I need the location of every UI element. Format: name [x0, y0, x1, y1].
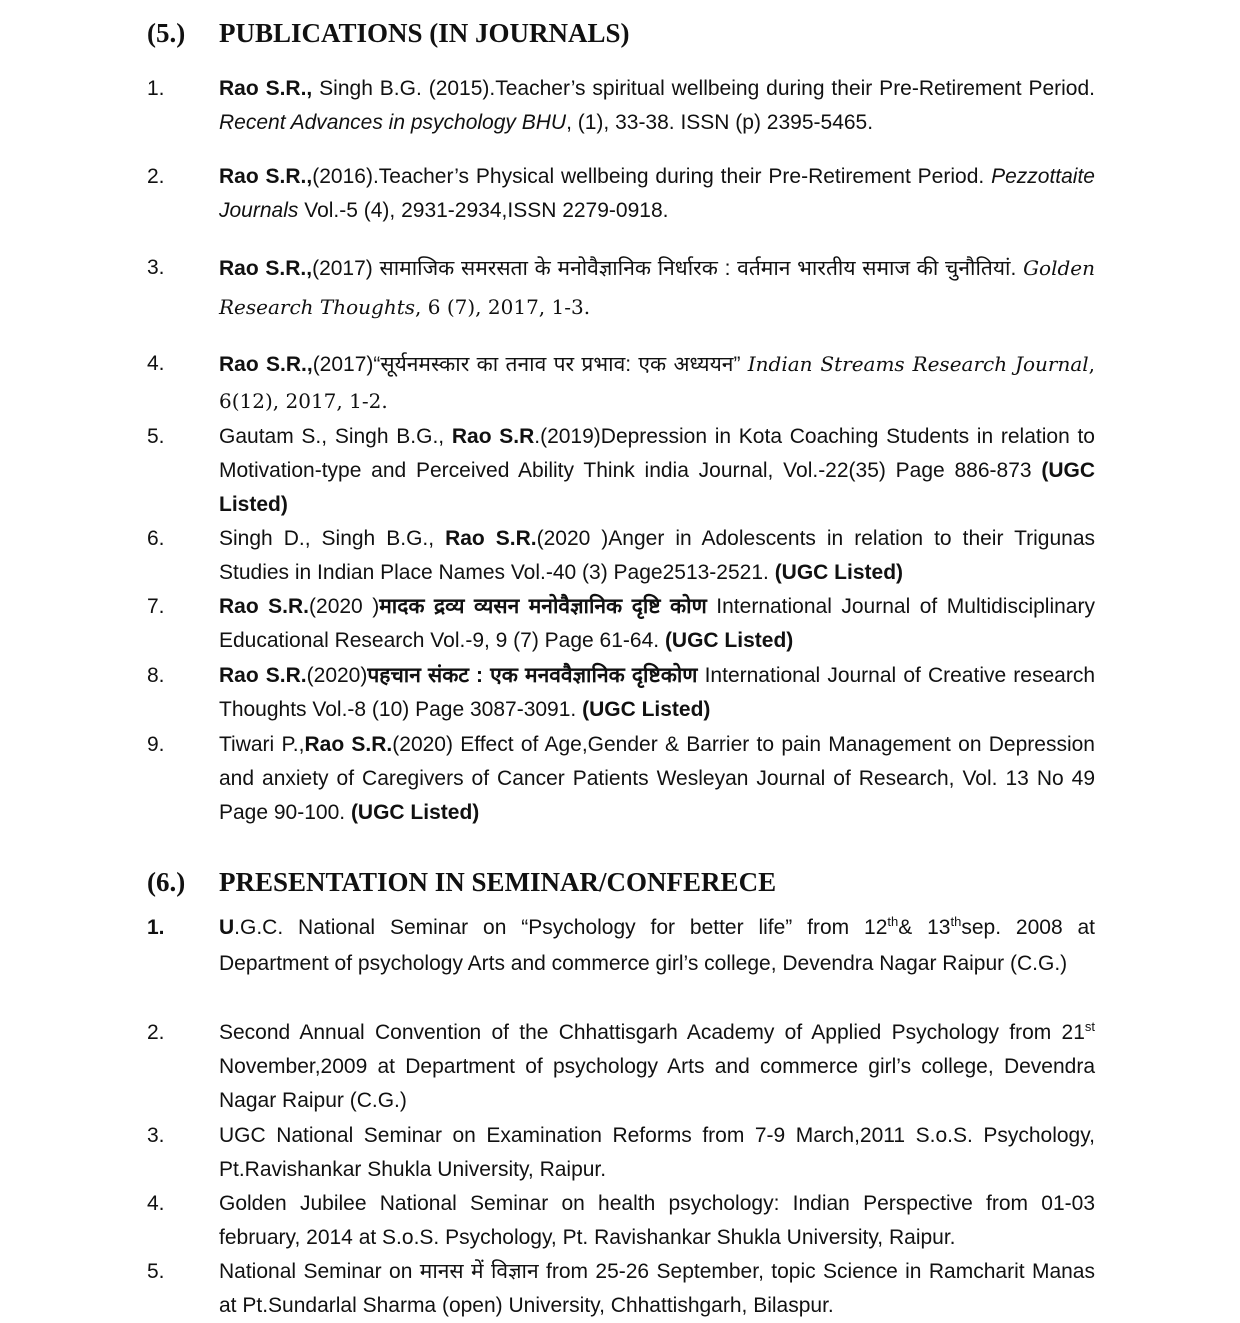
ordinal-suffix: th: [950, 914, 962, 929]
hindi-title: पहचान संकट : एक मनववैज्ञानिक दृष्टिकोण: [367, 664, 698, 687]
item-number: 3.: [147, 1124, 165, 1147]
citation-text: International Journal of Creative research Thoughts Vol.-8 (10) Page 3087-3091.: [219, 664, 1095, 721]
seminar-venue: sep. 2008 at Department of psychology Arts and commerce girl’s college, Devendra Nagar Raipur (C.G.): [219, 916, 1096, 975]
author-name: Rao S.R.,: [219, 257, 313, 280]
item-text: [219, 249, 1095, 327]
seminar-text: .G.C. National Seminar on “Psychology for better life” from 12: [234, 916, 888, 939]
ordinal-suffix: st: [1084, 1019, 1095, 1034]
publication-item-7: [147, 590, 1095, 658]
seminar-text: Second Annual Convention of the Chhattisgarh Academy of Applied Psychology from 21: [219, 1021, 1085, 1044]
citation-text: (2017) सामाजिक समरसता के मनोवैज्ञानिक निर्धारक : वर्तमान भारतीय समाज की चुनौतियां.: [312, 257, 1024, 280]
journal-name: Golden Research Thoughts: [219, 256, 1095, 319]
journal-name: Pezzottaite Journals: [219, 165, 1095, 222]
item-number: 8.: [147, 664, 165, 687]
citation-details: , 6 (7), 2017, 1-3.: [415, 295, 591, 319]
author-name: Rao S.R.,: [219, 165, 313, 188]
author-name: Rao S.R.,: [219, 353, 313, 376]
publication-item-6: [147, 522, 1095, 590]
item-text: [219, 910, 1095, 982]
publication-item-5: [147, 420, 1095, 522]
section-number: (6.): [147, 867, 186, 897]
co-authors: Tiwari P.,: [219, 733, 305, 756]
presentation-item-3: [147, 1119, 1095, 1187]
presentation-item-5: [147, 1255, 1095, 1323]
citation-details: , 6(12), 2017, 1-2.: [219, 352, 1096, 413]
item-number: 1.: [147, 916, 165, 939]
ugc-listed-tag: (UGC Listed): [350, 801, 480, 824]
item-number: 2.: [147, 165, 165, 188]
presentation-item-4: [147, 1187, 1095, 1255]
citation-text: .(2019)Depression in Kota Coaching Students in relation to Motivation-type and Perceived Ability Think india Journal, Vol.-22(35) Page 886-873: [219, 425, 1095, 482]
citation-text: Singh B.G. (2015).Teacher’s spiritual wellbeing during their Pre-Retirement Period.: [312, 77, 1096, 100]
author-name: Rao S.R: [451, 425, 535, 448]
section-title: PUBLICATIONS (IN JOURNALS): [219, 18, 630, 48]
item-text: [219, 72, 1095, 140]
ugc-listed-tag: (UGC Listed): [664, 629, 794, 652]
item-text: Golden Jubilee National Seminar on health psychology: Indian Perspective from 01-03 february, 2014 at S.o.S. Psychology, Pt. Ravishankar Shukla University, Raipur.: [219, 1192, 1095, 1249]
journal-name: Indian Streams Research Journal: [747, 352, 1089, 376]
ugc-listed-tag: (UGC Listed): [219, 459, 1095, 516]
item-text: [219, 346, 1095, 420]
item-text: [219, 1016, 1095, 1118]
item-number: 7.: [147, 595, 165, 618]
presentation-item-1: [147, 910, 1095, 982]
publication-item-4: [147, 346, 1095, 420]
publication-item-8: [147, 659, 1095, 727]
seminar-venue: November,2009 at Department of psychology Arts and commerce girl’s college, Devendra Nagar Raipur (C.G.): [219, 1055, 1095, 1112]
item-text: [219, 522, 1095, 590]
author-name: Rao S.R.,: [219, 77, 313, 100]
citation-details: , (1), 33-38. ISSN (p) 2395-5465.: [566, 111, 874, 134]
item-number: 5.: [147, 1260, 165, 1283]
seminar-text-cont: & 13: [898, 916, 951, 939]
author-name: Rao S.R.: [445, 527, 537, 550]
citation-text: (2017)“सूर्यनमस्कार का तनाव पर प्रभाव: एक अध्ययन”: [312, 353, 748, 376]
co-authors: Gautam S., Singh B.G.,: [219, 425, 452, 448]
publication-item-3: [147, 249, 1095, 327]
item-text: [219, 420, 1095, 522]
author-name: Rao S.R.: [219, 664, 307, 687]
author-name: Rao S.R.: [219, 595, 310, 618]
publication-item-9: [147, 728, 1095, 830]
citation-details: Vol.-5 (4), 2931-2934,ISSN 2279-0918.: [298, 199, 669, 222]
item-text: UGC National Seminar on Examination Reforms from 7-9 March,2011 S.o.S. Psychology, Pt.Ravishankar Shukla University, Raipur.: [219, 1124, 1095, 1181]
item-number: 5.: [147, 425, 165, 448]
ugc-listed-tag: (UGC Listed): [774, 561, 904, 584]
publication-item-1: [147, 72, 1095, 140]
citation-year: (2020): [306, 664, 368, 687]
author-name: Rao S.R.: [304, 733, 393, 756]
hindi-title: मादक द्रव्य व्यसन मनोवैज्ञानिक दृष्टि कोण: [379, 595, 707, 618]
citation-text: (2016).Teacher’s Physical wellbeing during their Pre-Retirement Period.: [312, 165, 992, 188]
item-text: [219, 659, 1095, 727]
section-title: PRESENTATION IN SEMINAR/CONFERECE: [219, 867, 777, 897]
citation-text: International Journal of Multidisciplinary Educational Research Vol.-9, 9 (7) Page 61-64.: [219, 595, 1095, 652]
lead-letter: U: [219, 916, 235, 939]
ugc-listed-tag: (UGC Listed): [582, 698, 711, 721]
item-text: [219, 590, 1095, 658]
item-number: 3.: [147, 256, 165, 279]
item-text: National Seminar on मानस में विज्ञान from 25-26 September, topic Science in Ramcharit Manas at Pt.Sundarlal Sharma (open) University, Chhattishgarh, Bilaspur.: [219, 1260, 1095, 1317]
citation-year: (2020 ): [309, 595, 380, 618]
item-text: [219, 160, 1095, 228]
item-text: [219, 728, 1095, 830]
item-number: 4.: [147, 1192, 165, 1215]
item-number: 6.: [147, 527, 165, 550]
publication-item-2: [147, 160, 1095, 228]
presentation-item-2: [147, 1016, 1095, 1118]
journal-name: Recent Advances in psychology BHU: [219, 111, 567, 134]
section-number: (5.): [147, 18, 186, 48]
item-number: 1.: [147, 77, 165, 100]
citation-text: (2020 )Anger in Adolescents in relation to their Trigunas Studies in Indian Place Names Vol.-40 (3) Page2513-2521.: [219, 527, 1095, 584]
item-number: 2.: [147, 1021, 165, 1044]
ordinal-suffix: th: [887, 914, 899, 929]
citation-text: (2020) Effect of Age,Gender & Barrier to pain Management on Depression and anxiety of Caregivers of Cancer Patients Wesleyan Journal of Research, Vol. 13 No 49 Page 90-100.: [219, 733, 1095, 824]
item-number: 9.: [147, 733, 165, 756]
item-number: 4.: [147, 352, 165, 375]
co-authors: Singh D., Singh B.G.,: [219, 527, 446, 550]
